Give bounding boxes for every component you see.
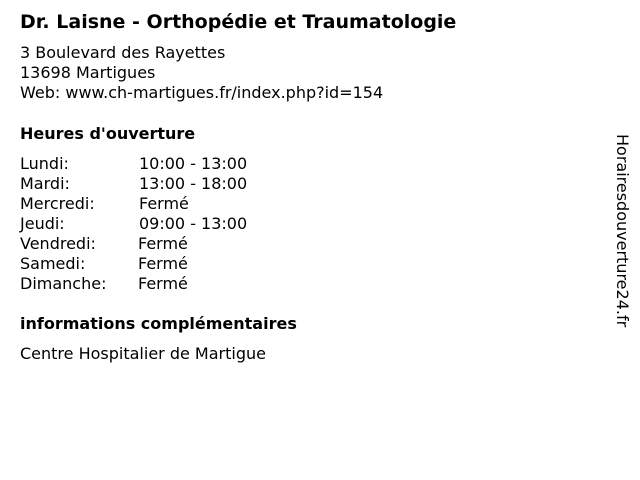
hours-row-tuesday xyxy=(20,174,320,194)
hours-row-wednesday xyxy=(20,194,320,214)
hours-table xyxy=(20,154,320,294)
hours-day-label: Vendredi: xyxy=(20,234,96,253)
hours-day-label: Mercredi: xyxy=(20,194,95,213)
hours-row-friday xyxy=(20,234,320,254)
hours-row-thursday xyxy=(20,214,320,234)
hours-day-label: Lundi: xyxy=(20,154,69,173)
info-text: Centre Hospitalier de Martigue xyxy=(20,344,266,363)
page-title: Dr. Laisne - Orthopédie et Traumatologie xyxy=(20,11,457,33)
address-street: 3 Boulevard des Rayettes xyxy=(20,43,226,62)
hours-row-sunday xyxy=(20,274,320,294)
hours-time-value: Fermé xyxy=(139,194,189,213)
hours-time-value: 13:00 - 18:00 xyxy=(139,174,248,193)
hours-day-label: Jeudi: xyxy=(20,214,65,233)
hours-time-value: 10:00 - 13:00 xyxy=(139,154,248,173)
watermark xyxy=(612,134,632,344)
hours-time-value: Fermé xyxy=(138,234,188,253)
hours-time-value: Fermé xyxy=(138,254,188,273)
hours-row-monday xyxy=(20,154,320,174)
hours-day-label: Dimanche: xyxy=(20,274,107,293)
hours-time-value: 09:00 - 13:00 xyxy=(139,214,248,233)
hours-heading: Heures d'ouverture xyxy=(20,124,196,143)
hours-time-value: Fermé xyxy=(138,274,188,293)
info-heading: informations complémentaires xyxy=(20,314,297,333)
hours-row-saturday xyxy=(20,254,320,274)
hours-day-label: Samedi: xyxy=(20,254,86,273)
website-line: Web: www.ch-martigues.fr/index.php?id=154 xyxy=(20,83,384,102)
hours-day-label: Mardi: xyxy=(20,174,70,193)
address-city: 13698 Martigues xyxy=(20,63,156,82)
watermark-text: Horairesdouverture24.fr xyxy=(613,134,632,328)
address-block xyxy=(20,43,383,103)
